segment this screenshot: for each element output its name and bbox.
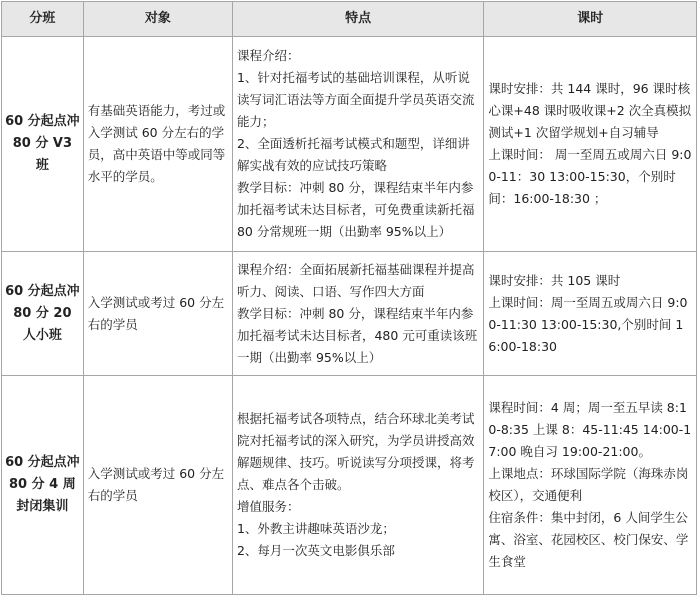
class-name-cell: 60 分起点冲 80 分 4 周封闭集训: [2, 376, 84, 595]
header-row: [2, 2, 697, 37]
hours-line: 上课地点：环球国际学院（海珠赤岗校区），交通便利: [488, 466, 689, 503]
header-target: 对象: [83, 2, 232, 37]
target-cell: 入学测试或考过 60 分左右的学员: [83, 252, 232, 376]
hours-line: 上课时间： 周一至周五或周六日 9:00-11：30 13:00-15:30，个别时间：16:00-18:30 ；: [488, 147, 692, 206]
hours-line: 上课时间：周一至周五或周六日 9:00-11:30 13:00-15:30,个别时间 16:00-18:30: [488, 294, 688, 354]
hours-line: 课时安排：共 144 课时，96 课时核心课+48 课时吸收课+2 次全真模拟测试+1 次留学规划+自习辅导: [488, 81, 692, 140]
target-cell: 入学测试或考过 60 分左右的学员: [83, 376, 232, 595]
class-name-cell: 60 分起点冲 80 分 20 人小班: [2, 252, 84, 376]
features-line: 1、外教主讲趣味英语沙龙；: [236, 521, 395, 536]
hours-cell: [484, 37, 697, 252]
table-header: [2, 2, 697, 37]
features-line: 课程介绍：全面拓展新托福基础课程并提高听力、阅读、口语、写作四大方面: [236, 261, 475, 299]
features-line: 教学目标：冲刺 80 分，课程结束半年内参加托福考试未达目标者，480 元可重读该班一期（出勤率 95%以上）: [236, 305, 478, 365]
table-row: [2, 376, 697, 595]
features-cell: [232, 37, 483, 252]
hours-line: 课程时间：4 周；周一至五早读 8:10-8:35 上课 8：45-11:45 14:00-17:00 晚自习 19:00-21:00。: [488, 400, 692, 459]
features-line: 根据托福考试各项特点，结合环球北美考试院对托福考试的深入研究，为学员讲授高效解题规律、技巧。听说读写分项授课，将考点、难点各个击破。: [236, 411, 475, 492]
features-line: 2、全面透析托福考试模式和题型，详细讲解实战有效的应试技巧策略: [236, 136, 470, 173]
features-cell: [232, 252, 483, 376]
header-features: 特点: [232, 2, 483, 37]
hours-cell: [484, 376, 697, 595]
features-line: 增值服务：: [236, 499, 300, 514]
course-table: [1, 1, 697, 595]
features-cell: [232, 376, 483, 595]
features-line: 1、针对托福考试的基础培训课程，从听说读写词汇语法等方面全面提升学员英语交流能力；: [236, 70, 475, 129]
hours-line: 课时安排：共 105 课时: [488, 272, 621, 288]
features-line: 课程介绍：: [236, 48, 300, 63]
header-hours: 课时: [484, 2, 697, 37]
target-cell: 有基础英语能力，考过或入学测试 60 分左右的学员，高中英语中等或同等水平的学员。: [83, 37, 232, 252]
class-name-cell: 60 分起点冲 80 分 V3 班: [2, 37, 84, 252]
features-line: 2、每月一次英文电影俱乐部: [236, 543, 395, 558]
table-row: [2, 37, 697, 252]
features-line: 教学目标：冲刺 80 分，课程结束半年内参加托福考试未达目标者，可免费重读新托福 80 分常规班一期（出勤率 95%以上）: [236, 180, 475, 239]
hours-cell: [484, 252, 697, 376]
table-row: [2, 252, 697, 376]
header-class: 分班: [2, 2, 84, 37]
hours-line: 住宿条件：集中封闭，6 人间学生公寓、浴室、花园校区、校门保安、学生食堂: [488, 510, 689, 569]
